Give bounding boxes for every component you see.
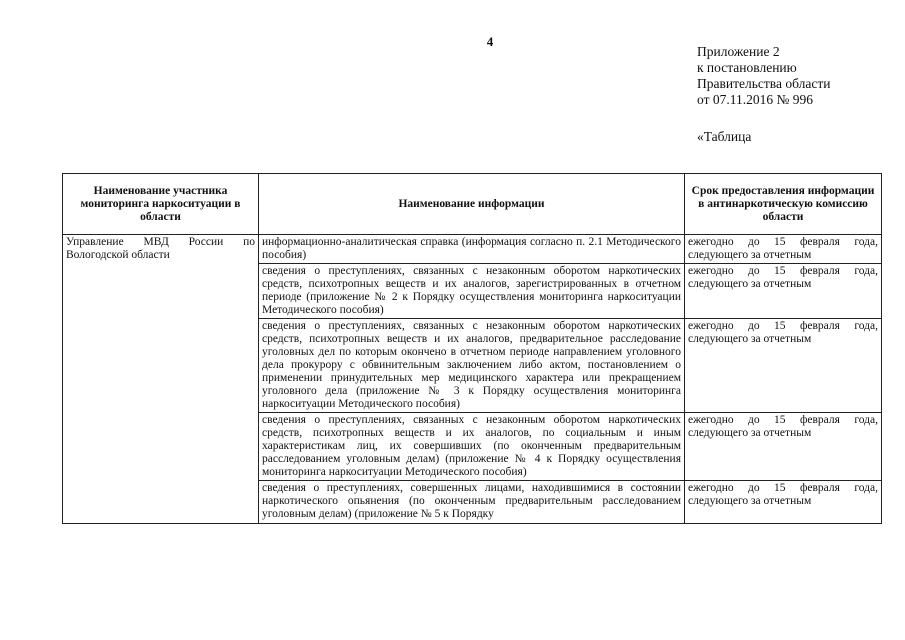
- column-header-participant: Наименование участника мониторинга наркоситуации в области: [63, 174, 259, 235]
- appendix-line: Приложение 2: [697, 44, 780, 59]
- table-row: [63, 235, 882, 264]
- information-cell: сведения о преступлениях, связанных с незаконным оборотом наркотических средств, психотропных веществ и их аналогов, зарегистрированных в отчетном периоде (приложение № 2 к Порядку осуществления мониторинга наркоситуации Методического пособия): [259, 264, 685, 319]
- information-cell: сведения о преступлениях, связанных с незаконным оборотом наркотических средств, психотропных веществ и их аналогов, предварительное расследование уголовных дел по которым окончено в отчетном периоде направлением уголовного дела прокурору с обвинительным заключением либо актом, постановлением о применении принудительных мер медицинского характера или прекращением уголовного дела (приложение № 3 к Порядку осуществления мониторинга наркоситуации Методического пособия): [259, 319, 685, 413]
- table-label: «Таблица: [697, 129, 752, 144]
- appendix-line: Правительства области: [697, 76, 831, 91]
- appendix-header: [697, 44, 897, 108]
- column-header-information: Наименование информации: [259, 174, 685, 235]
- table-header-row: [63, 174, 882, 235]
- deadline-cell: ежегодно до 15 февраля года, следующего за отчетным: [685, 319, 882, 413]
- information-cell-cutoff: [259, 481, 685, 524]
- information-cell: сведения о преступлениях, связанных с незаконным оборотом наркотических средств, психотропных веществ и их аналогов, по социальным и иным характеристикам лиц, их совершивших (по оконченным предварительным расследованием уголовным делам) (приложение № 4 к Порядку осуществления мониторинга наркоситуации Методического пособия): [259, 413, 685, 481]
- deadline-cell: ежегодно до 15 февраля года, следующего за отчетным: [685, 235, 882, 264]
- deadline-cell: ежегодно до 15 февраля года, следующего за отчетным: [685, 413, 882, 481]
- participant-cell: Управление МВД России по Вологодской области: [63, 235, 259, 524]
- deadline-cell: ежегодно до 15 февраля года, следующего за отчетным: [685, 481, 882, 524]
- deadline-cell: ежегодно до 15 февраля года, следующего за отчетным: [685, 264, 882, 319]
- appendix-line: к постановлению: [697, 60, 797, 75]
- information-text: сведения о преступлениях, совершенных лицами, находившимися в состоянии наркотического опьянения (по оконченным предварительным расследованием уголовным делам) (приложение № 5 к Порядку: [262, 482, 681, 520]
- column-header-deadline: Срок предоставления информации в антинаркотическую комиссию области: [685, 174, 882, 235]
- appendix-line: от 07.11.2016 № 996: [697, 92, 813, 107]
- information-cell: информационно-аналитическая справка (информация согласно п. 2.1 Методического пособия): [259, 235, 685, 264]
- page-number: 4: [486, 34, 494, 49]
- monitoring-table: [62, 173, 882, 524]
